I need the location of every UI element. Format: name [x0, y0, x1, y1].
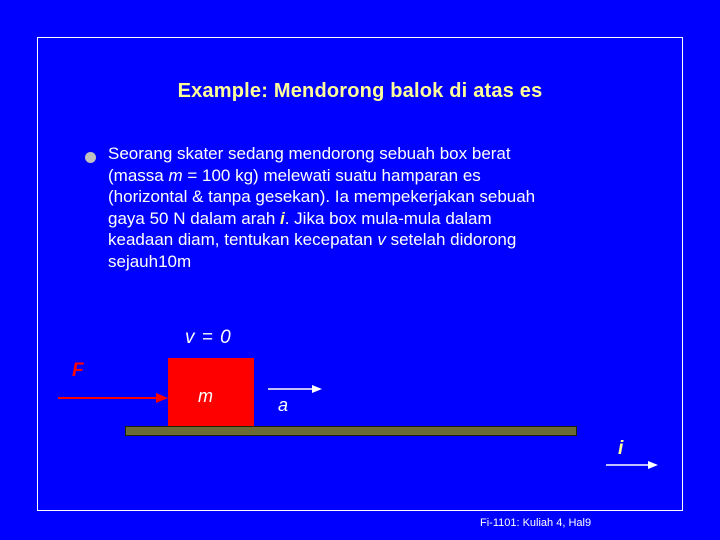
velocity-symbol: v — [377, 230, 386, 250]
problem-line: = 100 kg) melewati suatu hamparan es — [182, 165, 481, 185]
velocity-label: v = 0 — [185, 327, 232, 348]
mass-symbol: m — [168, 165, 183, 185]
problem-line: gaya 50 N dalam arah — [108, 208, 280, 228]
slide-footer: Fi-1101: Kuliah 4, Hal9 — [480, 517, 592, 529]
unit-vector-i: i — [280, 208, 285, 228]
problem-line: keadaan diam, tentukan kecepatan — [108, 230, 378, 250]
force-arrow-icon — [58, 393, 168, 403]
direction-i-label: i — [618, 438, 624, 459]
problem-line: sejauh10m — [108, 251, 192, 271]
slide-title: Example: Mendorong balok di atas es — [177, 80, 543, 102]
problem-line: Seorang skater sedang mendorong sebuah box berat — [108, 144, 511, 163]
unit-vector-arrow-icon — [606, 461, 658, 469]
problem-line: setelah didorong — [385, 230, 517, 250]
problem-line: . Jika box mula-mula dalam — [284, 208, 492, 228]
force-label: F — [72, 360, 84, 381]
problem-line: (horizontal & tanpa gesekan). Ia mempekerjakan sebuah — [108, 187, 536, 207]
acceleration-arrow-icon — [268, 385, 322, 393]
mass-label: m — [198, 386, 213, 406]
acceleration-label: a — [278, 395, 289, 415]
problem-line: (massa — [108, 165, 169, 185]
